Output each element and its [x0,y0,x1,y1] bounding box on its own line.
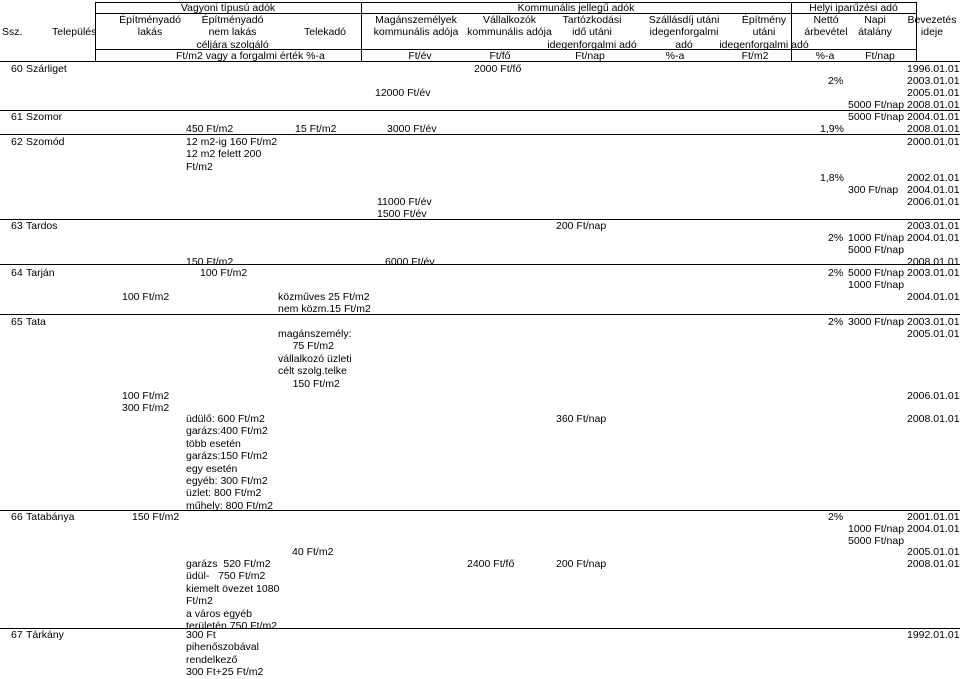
cell-date: 2002.01.01 [907,172,960,184]
cell-date: 1992.01.01 [907,629,960,641]
cell-date: 2008.01.01 [907,256,960,268]
row-ssz: 65 [11,316,23,328]
cell-value: 1,9% [820,123,844,135]
unit-napi: Ft/nap [865,50,895,62]
cell-value: 5000 Ft/nap [848,99,905,111]
cell-date: 2003.01.01 [907,316,960,328]
unit-tartozkodasi: Ft/fő [489,50,511,62]
col-tartozkodasi: Tartózkodási idő utáni idegenforgalmi adó [547,14,637,51]
row-divider [0,264,960,265]
cell-value: 200 Ft/nap [556,558,607,570]
cell-date: 2005.01.01 [907,87,960,99]
cell-date: 2003.01.01 [907,267,960,279]
unit-telekado: Ft/év [408,50,432,62]
cell-value: 150 Ft/m2 [186,256,234,268]
group-vagyoni: Vagyoni típusú adók [180,2,276,14]
unit-netto: %-a [815,50,835,62]
cell-date: 2008.01.01 [907,558,960,570]
cell-date: 2006.01.01 [907,390,960,402]
row-telepules: Tarján [26,267,55,279]
cell-value: 150 Ft/m2 [132,511,180,523]
row-telepules: Szomor [26,111,63,123]
cell-value: 2% [828,75,844,87]
group-iparuzesi: Helyi iparűzési adó [809,2,898,14]
cell-date: 2005.01.01 [907,328,960,340]
cell-date: 2008.01.01 [907,99,960,111]
col-telepules: Település [52,26,97,38]
cell-value: 1,8% [820,172,844,184]
cell-value: 1000 Ft/nap 5000 Ft/nap [848,232,905,257]
cell-value: 15 Ft/m2 [295,123,337,135]
cell-value: 12000 Ft/év [375,87,431,99]
cell-value: 12 m2-ig 160 Ft/m2 12 m2 felett 200 Ft/m2 [186,136,278,173]
cell-value: 100 Ft/m2 [200,267,248,279]
cell-value: 6000 Ft/év [385,256,435,268]
row-telepules: Szomód [26,136,65,148]
cell-value: 2000 Ft/fő [474,63,522,75]
cell-date: 2008.01.01 [907,123,960,135]
cell-value: 100 Ft/m2 300 Ft/m2 [122,390,170,415]
cell-value: 5000 Ft/nap [848,111,905,123]
cell-value: magánszemély: 75 Ft/m2 vállalkozó üzleti célt szolg.telke 150 Ft/m2 [278,328,352,390]
cell-value: 2% [828,232,844,244]
row-ssz: 64 [11,267,23,279]
cell-date: 2000.01.01 [907,136,960,148]
row-telepules: Tatabánya [26,511,75,523]
cell-value: 5000 Ft/nap 1000 Ft/nap [848,267,905,292]
cell-date: 2004.01.01 [907,184,960,196]
cell-value: 2400 Ft/fő [467,558,515,570]
row-ssz: 60 [11,63,23,75]
cell-date: 2004.01.01 [907,232,960,244]
row-telepules: Tardos [26,220,58,232]
row-telepules: Tata [26,316,46,328]
row-ssz: 62 [11,136,23,148]
cell-date: 2001.01.01 [907,511,960,523]
cell-value: 2% [828,316,844,328]
row-telepules: Tárkány [26,629,64,641]
col-epitmenyado-lakas: Építményadó lakás [119,14,181,39]
cell-value: 300 Ft pihenőszobával rendelkező 300 Ft+25 Ft/m2 [186,629,264,679]
row-ssz: 63 [11,220,23,232]
cell-date: 2008.01.01 [907,413,960,425]
cell-date: 2004.01.01 [907,291,960,303]
cell-value: 1000 Ft/nap 5000 Ft/nap [848,523,905,548]
row-divider [0,110,960,111]
cell-value: 40 Ft/m2 [292,546,334,558]
row-divider [0,134,960,135]
cell-value: 2% [828,267,844,279]
cell-value: 450 Ft/m2 [186,123,234,135]
cell-value: 300 Ft/nap [848,184,899,196]
col-szallasdij: Szállásdíj utáni idegenforgalmi adó [648,14,720,51]
col-epitmenyado-nem-lakas: Építményadó nem lakás céljára szolgáló [196,14,269,51]
cell-date: 1996.01.01 [907,63,960,75]
cell-date: 2004.01.01 [907,523,960,535]
cell-value: 100 Ft/m2 [122,291,170,303]
cell-value: 2% [828,511,844,523]
unit-epitmenyado: Ft/m2 vagy a forgalmi érték %-a [176,50,325,62]
cell-value: 200 Ft/nap [556,220,607,232]
col-telekado: Telekadó [303,26,347,38]
cell-value: garázs 520 Ft/m2 üdül- 750 Ft/m2 kiemelt övezet 1080 Ft/m2 a város egyéb területén 750 Ft/m2 [186,558,280,633]
cell-date: 2004.01.01 [907,111,960,123]
cell-value: 360 Ft/nap [556,413,607,425]
col-napi-atalany: Napi átalány [858,14,892,39]
col-ssz: Ssz. [2,26,23,38]
row-ssz: 66 [11,511,23,523]
col-vallalkozok: Vállalkozók kommunális adója [467,14,552,39]
unit-ipar-ftm2: Ft/m2 [741,50,769,62]
cell-date: 2003.01.01 [907,75,960,87]
cell-value: 3000 Ft/év [387,123,437,135]
col-bevezetes-ideje: Bevezetés ideje [907,14,957,39]
cell-date: 2005.01.01 [907,546,960,558]
cell-value: 11000 Ft/év 1500 Ft/év [377,196,432,221]
col-netto-arbevetel: Nettó árbevétel [804,14,848,39]
group-kommunalis: Kommunális jellegű adók [517,2,635,14]
col-epitmeny-ifa: Építmény utáni idegenforgalmi adó [719,14,809,51]
cell-date: 2003.01.01 [907,220,960,232]
unit-szallasdij: Ft/nap [575,50,605,62]
row-divider [0,219,960,220]
row-divider [0,314,960,315]
cell-value: 3000 Ft/nap [848,316,905,328]
col-maganszemelyek: Magánszemélyek kommunális adója [373,14,459,39]
row-ssz: 61 [11,111,23,123]
row-telepules: Szárliget [26,63,67,75]
row-divider [0,628,960,629]
cell-value: közműves 25 Ft/m2 nem közm.15 Ft/m2 [278,291,371,316]
cell-date: 2006.01.01 [907,196,960,208]
row-ssz: 67 [11,629,23,641]
unit-epitmeny: %-a [665,50,685,62]
cell-value: üdülő: 600 Ft/m2 garázs:400 Ft/m2 több esetén garázs:150 Ft/m2 egy esetén egyéb: 300 Ft/m2 üzlet: 800 Ft/m2 műhely: 800 Ft/m2 [186,413,273,512]
